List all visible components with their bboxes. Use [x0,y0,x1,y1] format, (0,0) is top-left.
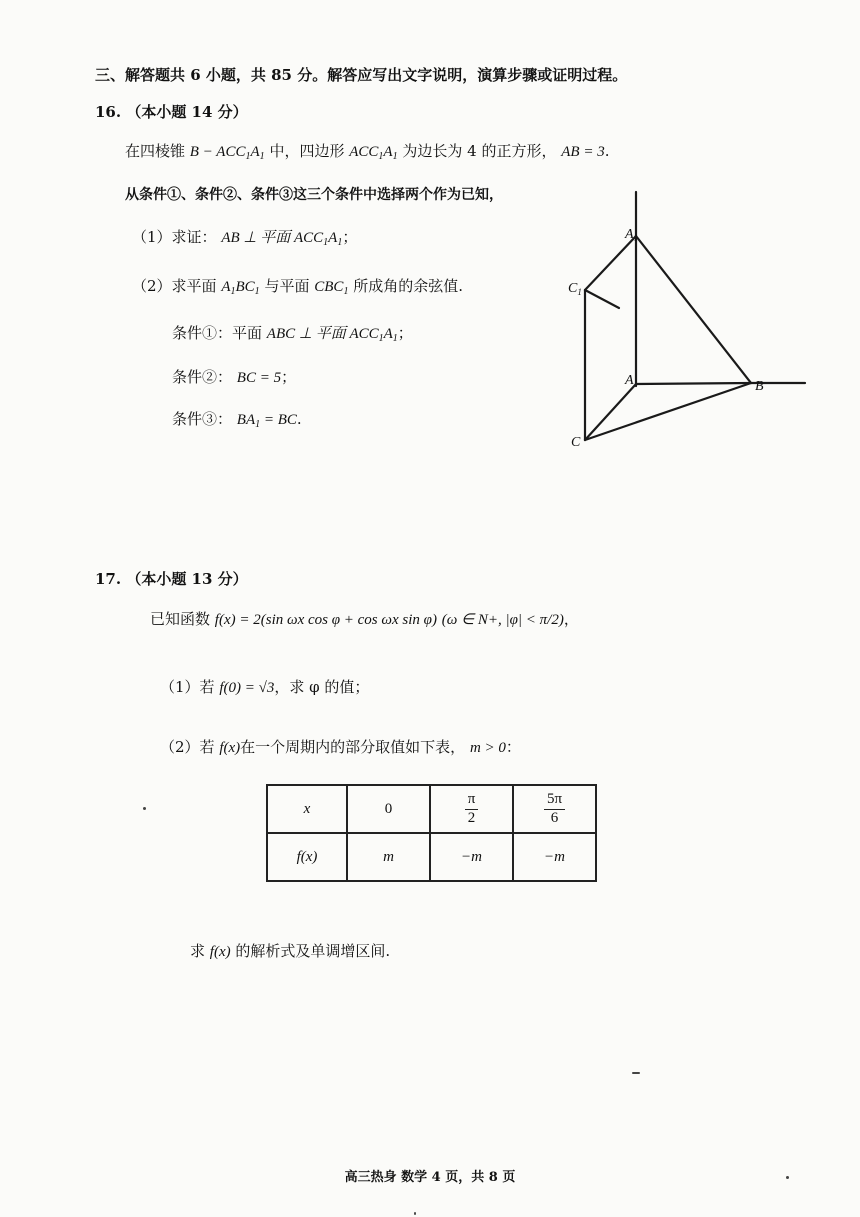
q16-header: 16. （本小题 14 分） [95,103,248,121]
section-header: 三、解答题共 6 小题，共 85 分。解答应写出文字说明，演算步骤或证明过程。 [95,66,628,84]
page-footer: 高三热身 数学 4 页，共 8 页 [344,1170,516,1185]
scan-speck [632,1072,640,1074]
q17-part1: （1）若 f(0) = √3，求 φ 的值； [160,678,370,696]
fraction-pi-over-2: $\frac{\pi}{2}$ [465,791,479,827]
table-cell: x [267,785,347,833]
q17-header: 17. （本小题 13 分） [95,570,248,588]
q16-part1: （1）求证： AB ⊥ 平面 $ACC_1A_1$； [132,228,358,248]
table-cell [513,785,596,833]
scan-speck [143,807,146,810]
q16-part2-plane1: $A_1BC_1$ [221,279,260,297]
q16-ab: AB = 3 [561,144,605,160]
fraction-5pi-over-6: $\frac{5\pi}{6}$ [544,791,565,827]
q16-stem-prefix: 在四棱锥 [125,142,186,160]
q16-part2-plane2: $CBC_1$ [314,279,349,297]
q16-part1-expr: AB ⊥ 平面 $ACC_1A_1$ [221,230,343,248]
table-cell: m [347,833,430,881]
q17-function: f(x) = 2(sin ωx cos φ + cos ωx sin φ) [214,612,437,628]
edge-a1-b [636,236,751,383]
table-row [267,785,596,833]
value-table [266,784,597,882]
q16-stem: 在四棱锥 $B - ACC_1A_1$ 中，四边形 $ACC_1A_1$ 为边长为 4 的正方形， AB = 3. [125,142,610,162]
label-a1: $A_1$ [625,227,639,243]
scan-speck [786,1176,789,1179]
table-row [267,833,596,881]
q16-stem-mid: 中，四边形 [269,142,345,160]
q16-quad: $ACC_1A_1$ [349,144,398,162]
condition-3: 条件③： $BA_1$ = BC. [172,410,302,430]
table-cell: −m [430,833,513,881]
pyramid-figure [555,190,815,452]
q16-stem-suffix: 为边长为 4 的正方形， [402,142,557,160]
label-c: C [571,435,581,450]
edge-a1-c1 [585,236,636,290]
table-cell [430,785,513,833]
scan-speck [414,1212,416,1215]
q17-part2: （2）若 f(x)在一个周期内的部分取值如下表， m > 0： [160,738,521,756]
q17-stem: 已知函数 f(x) = 2(sin ωx cos φ + cos ωx sin φ) (ω ∈ N+, |φ| < π/2)， [150,610,579,628]
label-b: B [755,379,764,394]
q17-ask: 求 f(x) 的解析式及单调增区间. [190,942,391,960]
condition-1: 条件①：平面 ABC ⊥ 平面 $ACC_1A_1$； [172,324,413,344]
q16-choice-instruction: 从条件①、条件②、条件③这三个条件中选择两个作为已知， [125,187,503,203]
q16-part2: （2）求平面 $A_1BC_1$ 与平面 $CBC_1$ 所成角的余弦值. [132,277,463,297]
table-cell: −m [513,833,596,881]
label-a: A [625,373,634,388]
label-c1: $C_1$ [568,281,582,297]
table-cell: 0 [347,785,430,833]
q17-conditions: (ω ∈ N+, |φ| < π/2) [441,612,564,628]
table-cell: f(x) [267,833,347,881]
q16-pyramid: $B - ACC_1A_1$ [189,144,265,162]
edge-a-b [636,383,751,384]
condition-2: 条件②： BC = 5； [172,368,297,386]
edge-c1-short [585,290,619,308]
